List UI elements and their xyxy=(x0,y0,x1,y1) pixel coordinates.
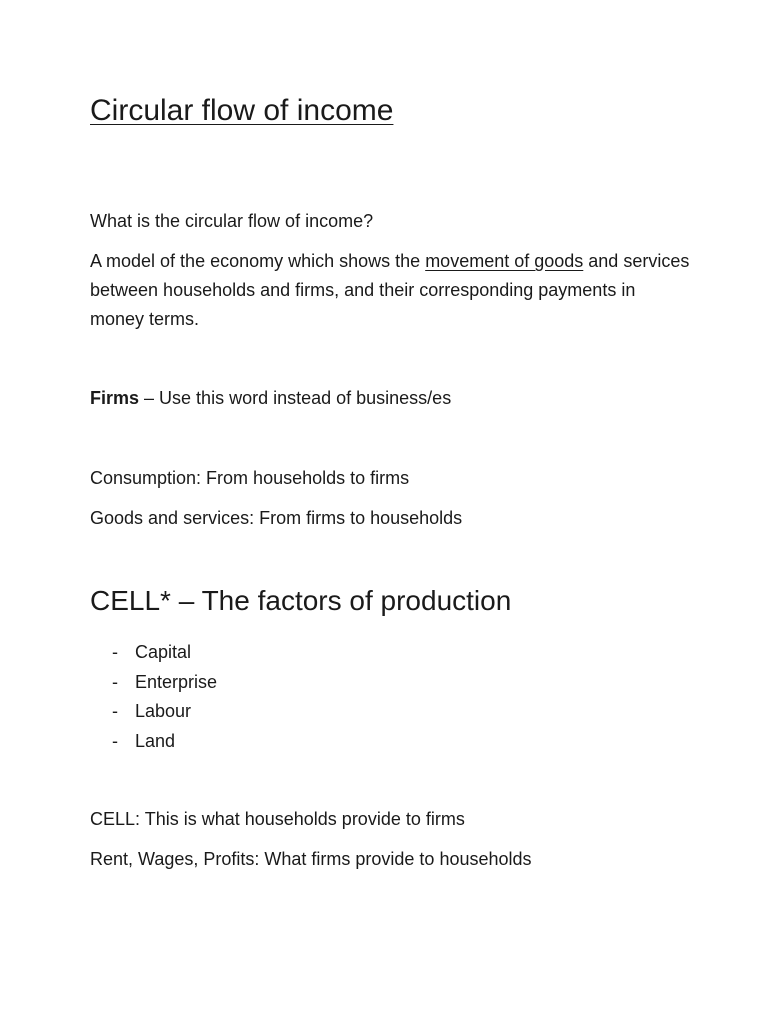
firms-term: Firms xyxy=(90,388,140,408)
list-item xyxy=(112,638,217,668)
page-title: Circular flow of income xyxy=(90,94,394,127)
list-item-label: Enterprise xyxy=(135,671,218,692)
factors-list xyxy=(112,638,217,756)
list-dash: - xyxy=(112,730,118,751)
cell-heading: CELL* – The factors of production xyxy=(90,585,512,616)
definition-paragraph xyxy=(90,247,690,334)
list-item-label: Labour xyxy=(135,701,192,721)
list-item-label: Capital xyxy=(135,642,192,662)
cell-note: CELL: This is what households provide to firms xyxy=(90,809,465,829)
goods-services-line: Goods and services: From firms to households xyxy=(90,508,463,528)
definition-underlined-phrase: movement of goods xyxy=(425,251,584,271)
rent-wages-profits-note: Rent, Wages, Profits: What firms provide to households xyxy=(90,849,532,869)
list-item-label: Land xyxy=(135,730,176,751)
list-item xyxy=(112,727,217,757)
list-dash: - xyxy=(112,701,118,721)
list-item xyxy=(112,697,217,727)
firms-note-text: – Use this word instead of business/es xyxy=(139,388,452,408)
list-item xyxy=(112,668,217,698)
definition-text-before: A model of the economy which shows the xyxy=(90,251,426,271)
consumption-line: Consumption: From households to firms xyxy=(90,468,410,488)
list-dash: - xyxy=(112,671,118,692)
list-dash: - xyxy=(112,642,118,662)
definition-text-after: and services between households and firms, and their corresponding payments in money terms. xyxy=(90,251,690,329)
firms-note xyxy=(90,384,451,413)
question-line: What is the circular flow of income? xyxy=(90,211,374,231)
